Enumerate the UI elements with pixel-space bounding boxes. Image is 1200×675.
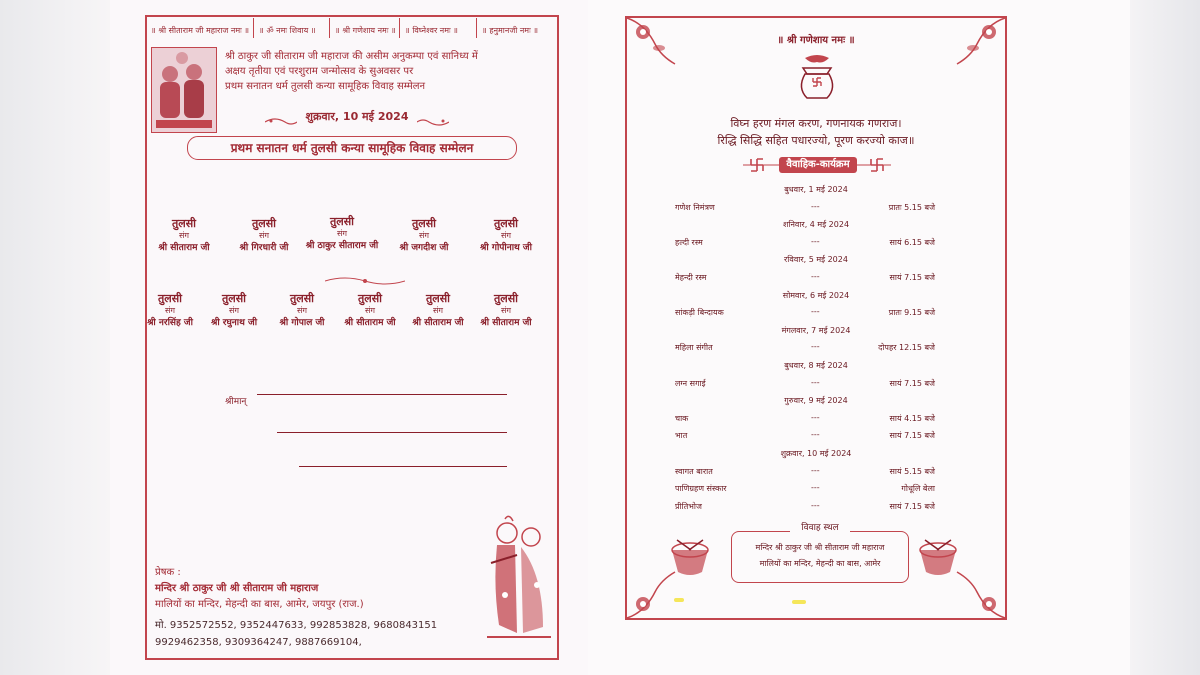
schedule-time: सायं 6.15 बजे [889, 237, 935, 247]
invocation-2: ॥ ॐ नमः शिवाय ॥ [259, 26, 316, 35]
schedule-time: प्रातः 5.15 बजे [888, 202, 935, 212]
schedule-event: महिला संगीत [675, 343, 713, 353]
highlight-mark [792, 600, 806, 604]
couple-5: तुलसी संग श्री गोपीनाथ जी [461, 218, 551, 254]
invocation-3: ॥ श्री गणेशाय नमः ॥ [335, 26, 396, 35]
couple-6: तुलसी संग श्री नरसिंह जी [125, 293, 215, 329]
schedule-dash: --- [811, 430, 820, 440]
schedule-day: सोमवार, 6 मई 2024 [782, 290, 850, 300]
schedule-time: सायं 4.15 बजे [889, 413, 935, 423]
ornament-left-icon [265, 116, 297, 128]
intro-text [225, 49, 555, 94]
verse-text [647, 115, 985, 149]
deity-photo [151, 47, 217, 133]
program-heading: वैवाहिक-कार्यक्रम [779, 157, 857, 173]
schedule-time: प्रातः 9.15 बजे [888, 308, 935, 318]
invitation-left-page [110, 0, 588, 675]
groom-name: श्री गिरधारी जी [239, 243, 289, 253]
dholak-icon [917, 538, 959, 578]
recipient-line-1 [257, 394, 507, 395]
schedule-time: सायं 7.15 बजे [889, 273, 935, 282]
recipient-line-3 [299, 466, 507, 467]
schedule-event: चाक [675, 413, 689, 423]
invocation-4: ॥ विघ्नेश्वर नमः ॥ [405, 26, 458, 35]
top-invocation-line [147, 25, 557, 39]
kalash-icon [795, 54, 839, 102]
ganesh-invocation: ॥ श्री गणेशाय नमः ॥ [777, 35, 855, 46]
schedule-day: रविवार, 5 मई 2024 [784, 255, 848, 265]
schedule-dash: --- [811, 342, 820, 352]
radha-krishna-illustration-icon [487, 515, 551, 639]
divider-ornament-icon [325, 275, 405, 287]
invitation-right-page [588, 0, 1130, 675]
sender-line: मन्दिर श्री ठाकुर जी श्री सीताराम जी महाराज [155, 583, 319, 594]
schedule-dash: --- [811, 465, 820, 475]
schedule-event: पाणिग्रहण संस्कार [675, 484, 727, 494]
couple-10: तुलसी संग श्री सीताराम जी [393, 293, 483, 329]
groom-name: श्री नरसिंह जी [147, 318, 193, 328]
intro-line: श्री ठाकुर जी सीताराम जी महाराज की असीम अनुकम्पा एवं सानिध्य में [225, 51, 478, 62]
schedule-dash: --- [811, 272, 820, 281]
schedule-time: गोधूलि बेला [901, 484, 935, 494]
schedule-event: लग्न सगाई [675, 378, 706, 388]
groom-name: श्री सीताराम जी [480, 318, 532, 328]
schedule-day: मंगलवार, 7 मई 2024 [781, 325, 851, 335]
schedule-dash: --- [811, 500, 820, 510]
background-edge-left [0, 0, 110, 675]
groom-name: श्री गोपीनाथ जी [480, 243, 532, 253]
phone-line: मो. 9352572552, 9352447633, 992853828, 9680843151 [155, 620, 438, 631]
intro-line: अक्षय तृतीया एवं परशुराम जन्मोत्सव के सुअवसर पर [225, 66, 414, 77]
verse-line: रिद्धि सिद्धि सहित पधारज्यो, पूरण करज्यो काज॥ [717, 134, 915, 147]
groom-name: श्री जगदीश जी [399, 243, 449, 253]
schedule-day: शुक्रवार, 10 मई 2024 [780, 449, 852, 458]
couple-11: तुलसी संग श्री सीताराम जी [461, 293, 551, 329]
background-edge-right [1130, 0, 1200, 675]
sender-block [155, 565, 485, 613]
schedule-dash: --- [811, 307, 820, 317]
schedule-dash: --- [811, 412, 820, 422]
groom-name: श्री ठाकुर सीताराम जी [305, 241, 379, 251]
floral-corner-icon [955, 568, 1007, 620]
groom-name: श्री सीताराम जी [158, 243, 210, 253]
couple-4: तुलसी संग श्री जगदीश जी [379, 218, 469, 254]
schedule-event: प्रीतिभोज [675, 501, 702, 511]
phone-line: 9929462358, 9309364247, 9887669104, [155, 637, 362, 648]
schedule-event: गणेश निमंत्रण [675, 202, 715, 212]
phone-numbers [155, 617, 475, 651]
schedule-dash: --- [811, 483, 820, 493]
schedule-event: मेहन्दी रस्म [675, 273, 707, 282]
venue-line: मालियों का मन्दिर, मेहन्दी का बास, आमेर [759, 559, 881, 568]
groom-name: श्री सीताराम जी [412, 318, 464, 328]
highlight-mark [674, 598, 684, 602]
event-date: शुक्रवार, 10 मई 2024 [305, 110, 409, 123]
schedule-event: हल्दी रस्म [675, 237, 703, 247]
left-page-border [145, 15, 559, 660]
schedule-time: सायं 7.15 बजे [889, 501, 935, 511]
invocation-5: ॥ हनुमानजी नमः ॥ [482, 26, 539, 35]
sender-label: प्रेषक : [155, 567, 181, 578]
couple-1: तुलसी संग श्री सीताराम जी [139, 218, 229, 254]
venue-box [731, 523, 909, 583]
couple-8: तुलसी संग श्री गोपाल जी [257, 293, 347, 329]
ornament-right-icon [417, 116, 449, 128]
right-page-border [625, 16, 1007, 620]
schedule-day: गुरुवार, 9 मई 2024 [784, 396, 848, 406]
groom-name: श्री रघुनाथ जी [210, 318, 258, 328]
couple-7: तुलसी संग श्री रघुनाथ जी [189, 293, 279, 329]
invocation-1: ॥ श्री सीताराम जी महाराज नमः ॥ [151, 26, 250, 35]
groom-name: श्री सीताराम जी [344, 318, 396, 328]
schedule-event: भात [675, 431, 688, 441]
dholak-icon [669, 538, 711, 578]
recipient-line-2 [277, 432, 507, 433]
couple-2: तुलसी संग श्री गिरधारी जी [219, 218, 309, 254]
schedule-day: बुधवार, 8 मई 2024 [784, 361, 848, 370]
venue-title: विवाह स्थल [790, 520, 850, 533]
verse-line: विघ्न हरण मंगल करण, गणनायक गणराज। [730, 117, 902, 130]
venue-line: मन्दिर श्री ठाकुर जी श्री सीताराम जी महाराज [755, 543, 885, 552]
schedule-dash: --- [811, 201, 820, 211]
schedule-dash: --- [811, 377, 820, 387]
event-banner: प्रथम सनातन धर्म तुलसी कन्या सामूहिक विवाह सम्मेलन [187, 136, 517, 160]
schedule-time: सायं 5.15 बजे [889, 466, 935, 476]
couple-9: तुलसी संग श्री सीताराम जी [325, 293, 415, 329]
schedule-event: सांकड़ी बिन्दायक [675, 308, 724, 318]
schedule-time: दोपहर 12.15 बजे [878, 343, 935, 353]
schedule-day: बुधवार, 1 मई 2024 [784, 185, 848, 194]
groom-name: श्री गोपाल जी [279, 318, 325, 328]
couple-3: तुलसी संग श्री ठाकुर सीताराम जी [297, 216, 387, 252]
schedule-event: स्वागत बारात [675, 466, 713, 476]
schedule-dash: --- [811, 236, 820, 246]
schedule-time: सायं 7.15 बजे [889, 378, 935, 388]
schedule-day: शनिवार, 4 मई 2024 [782, 220, 850, 230]
intro-line: प्रथम सनातन धर्म तुलसी कन्या सामूहिक विवाह सम्मेलन [225, 81, 426, 92]
sender-line: मालियों का मन्दिर, मेहन्दी का बास, आमेर, जयपुर (राज.) [155, 599, 364, 610]
schedule-time: सायं 7.15 बजे [889, 431, 935, 441]
shriman-label: श्रीमान् [225, 397, 247, 407]
